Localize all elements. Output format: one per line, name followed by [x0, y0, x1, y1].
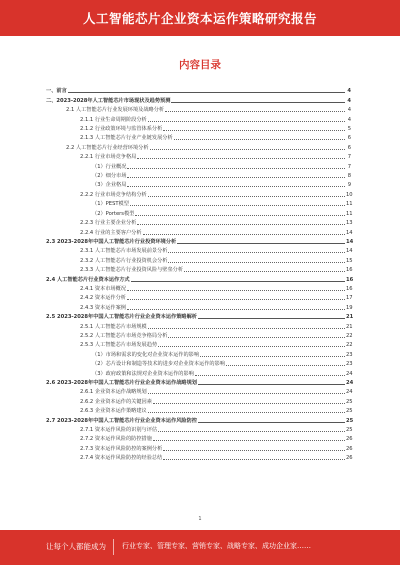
toc-entry-text: 2.6.1 企业资本运作战略规划 [80, 389, 147, 396]
toc-entry-page: 25 [346, 417, 354, 424]
toc-entry-text: 2.1.3 人工智能芯片行业产业链发展分析 [80, 135, 173, 142]
toc-entry-page: 4 [347, 97, 351, 104]
toc-entry-text: 2.7.1 资本运作风险的识别与评估 [80, 427, 158, 434]
toc-leader-dots [168, 262, 345, 263]
toc-leader-dots [131, 281, 345, 282]
toc-entry-text: 2.6.3 企业资本运作策略建议 [80, 408, 147, 415]
toc-entry-text: 2.2.3 行业主要企业分析 [80, 220, 137, 227]
toc-entry-page: 24 [346, 370, 353, 377]
toc-entry[interactable] [46, 414, 354, 424]
toc-entry[interactable] [46, 292, 351, 301]
toc-leader-dots [226, 365, 345, 366]
toc-entry-page: 14 [346, 229, 353, 236]
toc-entry-text: 2.5.3 人工智能芯片市场发展趋势 [80, 342, 158, 349]
toc-leader-dots [153, 440, 345, 441]
toc-entry-page: 24 [346, 380, 354, 386]
toc-entry[interactable] [46, 113, 351, 122]
toc-entry-page: 16 [346, 285, 353, 292]
toc-entry-text: （1）PEST模型 [92, 201, 129, 208]
toc-entry-text: （3）企业格局 [92, 182, 127, 189]
toc-entry-text: 2.5 2023-2028年中国人工智能芯片行业企业资本运作策略解析 [46, 314, 197, 321]
toc-leader-dots [148, 121, 345, 122]
toc-entry-page: 19 [346, 304, 353, 311]
toc-entry-page: 23 [346, 361, 353, 368]
toc-leader-dots [198, 318, 345, 319]
footer-banner [0, 530, 400, 565]
toc-leader-dots [200, 356, 345, 357]
toc-leader-dots [135, 215, 345, 216]
table-of-contents [46, 85, 354, 462]
toc-entry[interactable] [46, 85, 351, 94]
toc-entry[interactable] [46, 179, 351, 188]
toc-entry-text: 2.3.1 人工智能芯片市场发展前景分析 [80, 248, 168, 255]
toc-entry-page: 16 [346, 267, 353, 274]
toc-entry-text: 2.3 2023-2028年中国人工智能芯片行业投资环境分析 [46, 238, 177, 245]
report-title: 人工智能芯片企业资本运作策略研究报告 [82, 11, 317, 26]
toc-entry[interactable] [46, 377, 354, 386]
toc-entry-page: 8 [347, 173, 351, 180]
toc-entry-page: 11 [346, 210, 353, 217]
footer-brand: 让每个人都能成为 [46, 542, 106, 551]
toc-leader-dots [127, 309, 345, 310]
toc-leader-dots [168, 252, 345, 253]
toc-leader-dots [153, 403, 345, 404]
footer-divider [113, 539, 114, 555]
toc-entry[interactable] [46, 405, 351, 414]
toc-leader-dots [163, 130, 345, 131]
toc-entry-text: 2.1.2 行业政策环境与监管体系分析 [80, 126, 163, 133]
toc-leader-dots [137, 224, 345, 225]
toc-entry-page: 9 [347, 182, 351, 189]
toc-leader-dots [150, 149, 345, 150]
toc-leader-dots [130, 205, 345, 206]
toc-entry-text: 2.6.2 企业资本运作的关键因素 [80, 398, 152, 405]
toc-entry-page: 4 [347, 116, 351, 123]
toc-entry[interactable] [46, 198, 351, 207]
toc-entry-page: 14 [346, 238, 354, 245]
toc-entry-text: （2）芯片设计和制造等技术的进步对企业资本运作的影响 [92, 361, 225, 368]
toc-leader-dots [143, 234, 345, 235]
toc-entry-page: 5 [347, 126, 351, 133]
toc-entry-page: 4 [347, 88, 351, 95]
toc-leader-dots [171, 102, 345, 103]
toc-leader-dots [127, 168, 345, 169]
toc-entry-page: 21 [346, 314, 354, 321]
toc-entry[interactable] [46, 207, 351, 216]
toc-entry[interactable] [46, 245, 351, 254]
toc-leader-dots [174, 139, 345, 140]
toc-entry-text: （1）市场和需求的变化对企业资本运作的影响 [92, 351, 200, 358]
toc-entry-text: 2.3.3 人工智能芯片行业投资风险与壁垒分析 [80, 267, 184, 274]
page-number: 1 [198, 516, 202, 522]
toc-entry[interactable] [46, 170, 351, 179]
toc-entry[interactable] [46, 226, 351, 235]
toc-entry[interactable] [46, 273, 354, 283]
toc-entry-page: 25 [346, 408, 353, 415]
toc-leader-dots [195, 375, 345, 376]
toc-entry[interactable] [46, 330, 351, 339]
toc-entry-page: 22 [346, 342, 353, 349]
toc-entry-text: 2.7.4 资本运作风险防控的经验总结 [80, 455, 163, 462]
toc-entry-text: 2.4.3 资本运作案例 [80, 304, 126, 311]
toc-entry[interactable] [46, 320, 351, 329]
toc-entry-page: 23 [346, 351, 353, 358]
toc-entry-page: 13 [346, 220, 353, 227]
toc-entry[interactable] [46, 217, 351, 226]
toc-entry[interactable] [46, 386, 351, 395]
toc-leader-dots [163, 459, 345, 460]
toc-entry-text: 2.5.1 人工智能芯片市场规模 [80, 323, 147, 330]
toc-entry[interactable] [46, 104, 351, 113]
toc-entry[interactable] [46, 339, 351, 348]
toc-entry[interactable] [46, 442, 351, 451]
toc-entry-page: 10 [346, 191, 353, 198]
toc-entry[interactable] [46, 311, 354, 321]
toc-entry[interactable] [46, 395, 351, 404]
toc-entry[interactable] [46, 151, 351, 160]
toc-entry-text: 2.2.1 行业市场竞争格局 [80, 154, 137, 161]
toc-entry[interactable] [46, 358, 351, 367]
toc-entry-page: 4 [347, 107, 351, 114]
toc-entry-text: 2.7 2023-2028年中国人工智能芯片行业企业资本运作风险防控 [46, 417, 197, 424]
toc-entry-page: 25 [346, 398, 353, 405]
toc-entry-page: 25 [346, 427, 353, 434]
toc-leader-dots [68, 92, 345, 93]
toc-entry-text: 2.4 人工智能芯片行业资本运作方式 [46, 276, 130, 283]
toc-entry-page: 17 [346, 295, 353, 302]
toc-leader-dots [137, 158, 345, 159]
toc-leader-dots [184, 271, 345, 272]
toc-leader-dots [127, 186, 345, 187]
toc-entry-text: 2.7.2 资本运作风险的防控措施 [80, 436, 152, 443]
toc-entry[interactable] [46, 132, 351, 141]
toc-entry[interactable] [46, 348, 351, 357]
toc-entry[interactable] [46, 160, 351, 169]
toc-entry-page: 14 [346, 248, 353, 255]
toc-entry[interactable] [46, 264, 351, 273]
toc-entry-page: 6 [347, 144, 351, 151]
toc-leader-dots [165, 111, 345, 112]
report-header [0, 0, 400, 36]
toc-entry[interactable] [46, 254, 351, 263]
toc-entry[interactable] [46, 424, 351, 433]
toc-entry[interactable] [46, 188, 351, 197]
toc-entry-text: 2.5.2 人工智能芯片市场竞争格局分析 [80, 332, 168, 339]
toc-leader-dots [198, 384, 345, 385]
toc-entry-text: 2.2.4 行业的主要客户分析 [80, 229, 142, 236]
toc-leader-dots [177, 243, 345, 244]
toc-entry-text: 2.7.3 资本运作风险防控的案例分析 [80, 445, 163, 452]
toc-entry-text: 2.1 人工智能芯片行业发展环境及战略分析 [66, 107, 165, 114]
toc-entry-text: 2.1.1 行业生命周期阶段分析 [80, 116, 147, 123]
toc-entry-text: 2.3.2 人工智能芯片行业投资机会分析 [80, 257, 168, 264]
toc-entry-page: 6 [347, 135, 351, 142]
toc-entry-text: （1）行业概况 [92, 163, 127, 170]
toc-leader-dots [148, 393, 345, 394]
toc-title: 内容目录 [179, 59, 221, 71]
toc-entry-page: 26 [346, 436, 353, 443]
toc-entry-page: 7 [347, 154, 351, 161]
toc-entry[interactable] [46, 236, 354, 245]
toc-entry[interactable] [46, 141, 351, 150]
toc-entry-page: 26 [346, 455, 353, 462]
toc-entry-text: （2）细分市场 [92, 173, 127, 180]
toc-entry-page: 21 [346, 323, 353, 330]
toc-entry[interactable] [46, 94, 351, 103]
toc-entry-page: 7 [347, 163, 351, 170]
toc-entry-text: 2.2 人工智能芯片行业经营环境分析 [66, 144, 149, 151]
toc-entry-text: 2.6 2023-2028年中国人工智能芯片行业企业资本运作战略规划 [46, 380, 197, 386]
toc-leader-dots [158, 431, 345, 432]
toc-leader-dots [163, 450, 345, 451]
toc-entry-text: （3）政府政策和法规对企业资本运作的影响 [92, 370, 194, 377]
toc-leader-dots [168, 337, 345, 338]
toc-entry-text: 2.2.2 行业市场竞争结构分析 [80, 191, 147, 198]
toc-entry[interactable] [46, 452, 351, 461]
toc-entry-text: 一、前言 [46, 88, 67, 95]
toc-leader-dots [158, 346, 345, 347]
toc-entry[interactable] [46, 433, 351, 442]
toc-leader-dots [148, 412, 345, 413]
toc-entry[interactable] [46, 283, 351, 292]
toc-entry-text: （2）Porters模型 [92, 210, 135, 217]
toc-entry[interactable] [46, 301, 351, 310]
toc-entry-page: 15 [346, 257, 353, 264]
toc-entry-page: 22 [346, 332, 353, 339]
toc-leader-dots [198, 422, 345, 423]
toc-leader-dots [127, 290, 345, 291]
toc-entry-page: 16 [346, 276, 354, 283]
toc-entry[interactable] [46, 123, 351, 132]
toc-leader-dots [127, 299, 345, 300]
footer-slogan: 行业专家、管理专家、营销专家、战略专家、成功企业家…… [122, 542, 311, 550]
toc-leader-dots [148, 196, 345, 197]
toc-entry[interactable] [46, 367, 351, 376]
toc-entry-page: 11 [346, 201, 353, 208]
toc-entry-text: 2.4.1 资本市场概况 [80, 285, 126, 292]
toc-entry-text: 2.4.2 资本运作分析 [80, 295, 126, 302]
toc-leader-dots [148, 328, 345, 329]
toc-entry-page: 26 [346, 445, 353, 452]
toc-entry-page: 24 [346, 389, 353, 396]
toc-leader-dots [127, 177, 345, 178]
toc-entry-text: 二、2023-2028年人工智能芯片市场现状及趋势预测 [46, 97, 171, 104]
